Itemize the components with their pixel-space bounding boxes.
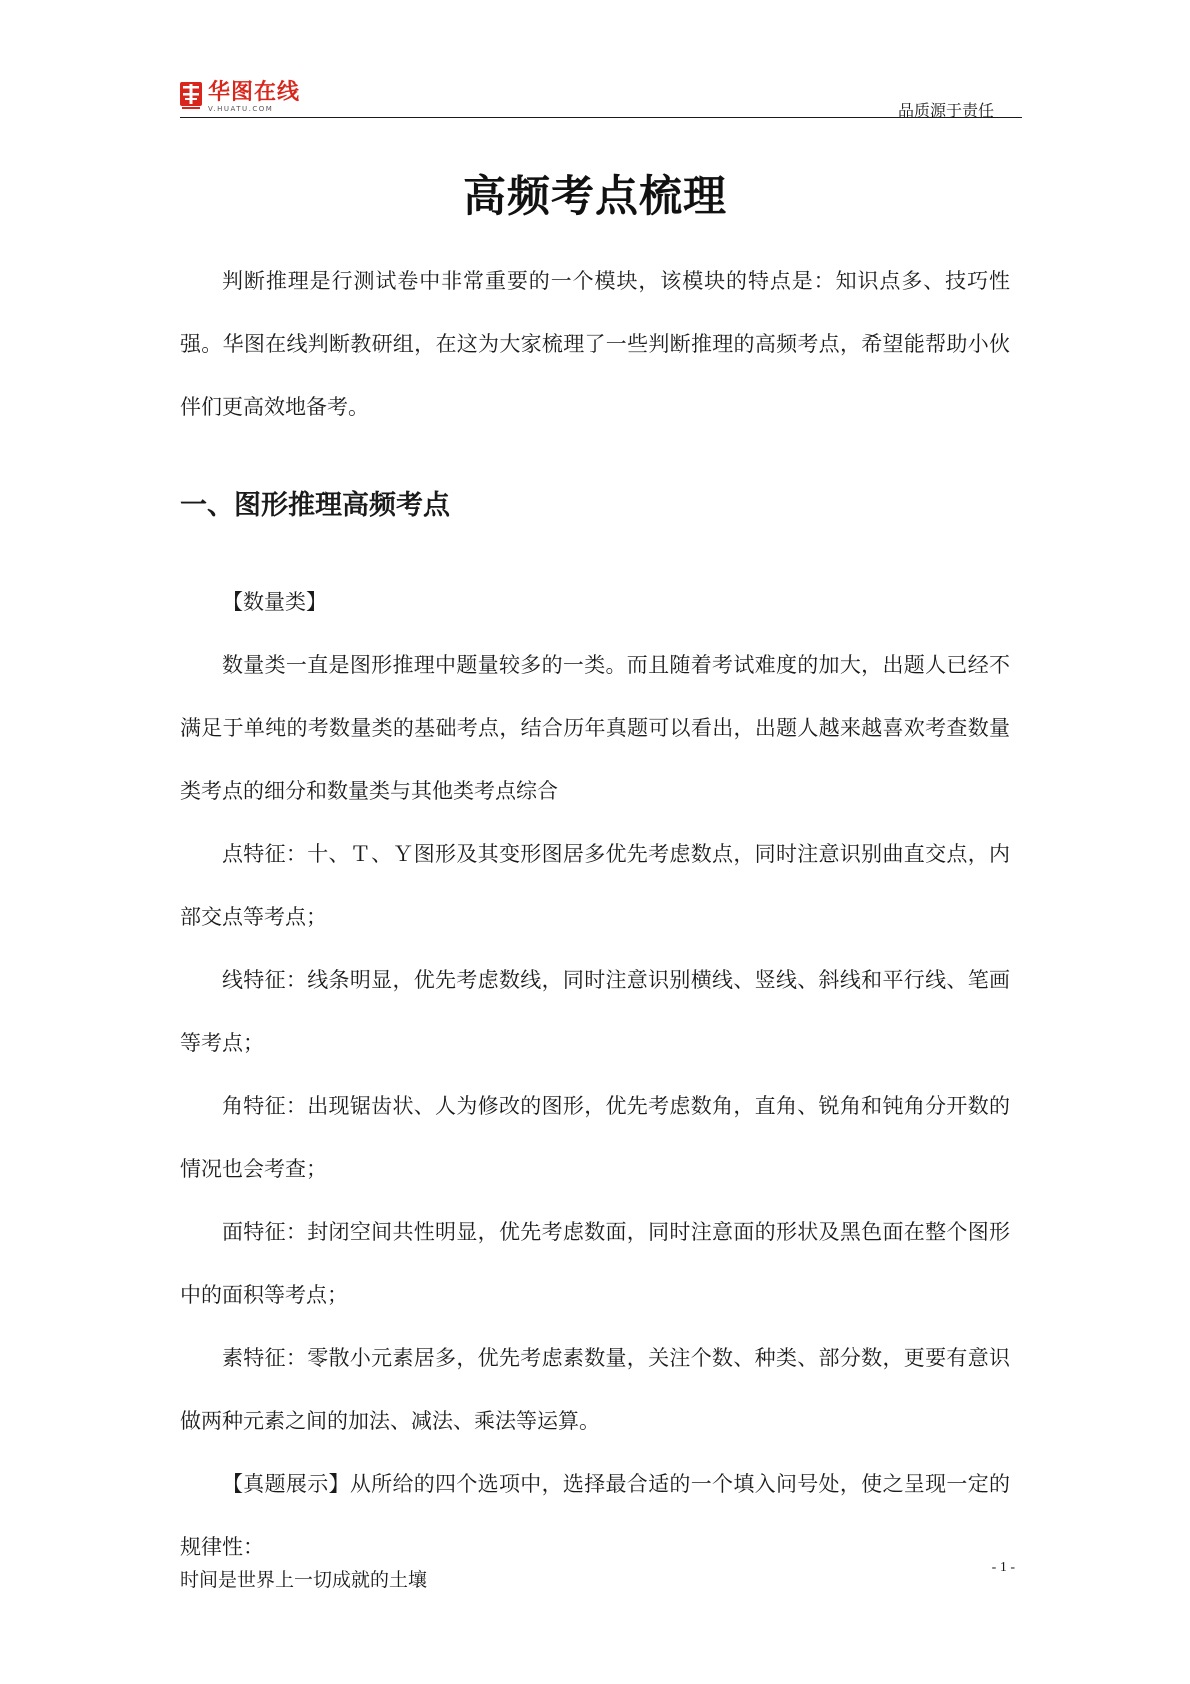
logo-url: V.HUATU.COM: [208, 105, 274, 113]
logo-name: 华图在线: [208, 80, 301, 105]
section-heading: 一、图形推理高频考点: [180, 490, 450, 521]
document-body: [180, 250, 1010, 1579]
page-header: [180, 82, 1022, 118]
huatu-logo-icon: [180, 82, 202, 110]
paragraph-line-feature: 线特征：线条明显，优先考虑数线，同时注意识别横线、竖线、斜线和平行线、笔画等考点；: [180, 968, 1010, 1055]
paragraph-quantity-overview: 数量类一直是图形推理中题量较多的一类。而且随着考试难度的加大，出题人已经不满足于单纯的考数量类的基础考点，结合历年真题可以看出，出题人越来越喜欢考查数量类考点的细分和数量类与其他类考点综合: [180, 653, 1010, 803]
intro-paragraph: 判断推理是行测试卷中非常重要的一个模块，该模块的特点是：知识点多、技巧性强。华图在线判断教研组，在这为大家梳理了一些判断推理的高频考点，希望能帮助小伙伴们更高效地备考。: [180, 269, 1010, 419]
header-divider: [180, 117, 1022, 118]
paragraph-angle-feature: 角特征：出现锯齿状、人为修改的图形，优先考虑数角，直角、锐角和钝角分开数的情况也会考查；: [180, 1094, 1010, 1181]
paragraph-face-feature: 面特征：封闭空间共性明显，优先考虑数面，同时注意面的形状及黑色面在整个图形中的面积等考点；: [180, 1220, 1010, 1307]
footer-motto: 时间是世界上一切成就的土壤: [180, 1569, 428, 1591]
paragraph-exam-example: 【真题展示】从所给的四个选项中，选择最合适的一个填入问号处，使之呈现一定的规律性：: [180, 1472, 1010, 1559]
logo: [180, 82, 300, 116]
category-label: 【数量类】: [222, 590, 327, 614]
spacer: [180, 531, 1010, 571]
paragraph-point-feature: 点特征：十、Ｔ、Ｙ图形及其变形图居多优先考虑数点，同时注意识别曲直交点，内部交点等考点；: [180, 842, 1010, 929]
document-title: 高频考点梳理: [463, 172, 727, 222]
page-number: - 1 -: [991, 1560, 1015, 1575]
header-slogan: 品质源于责任: [897, 101, 994, 120]
paragraph-element-feature: 素特征：零散小元素居多，优先考虑素数量，关注个数、种类、部分数，更要有意识做两种元素之间的加法、减法、乘法等运算。: [180, 1346, 1010, 1433]
